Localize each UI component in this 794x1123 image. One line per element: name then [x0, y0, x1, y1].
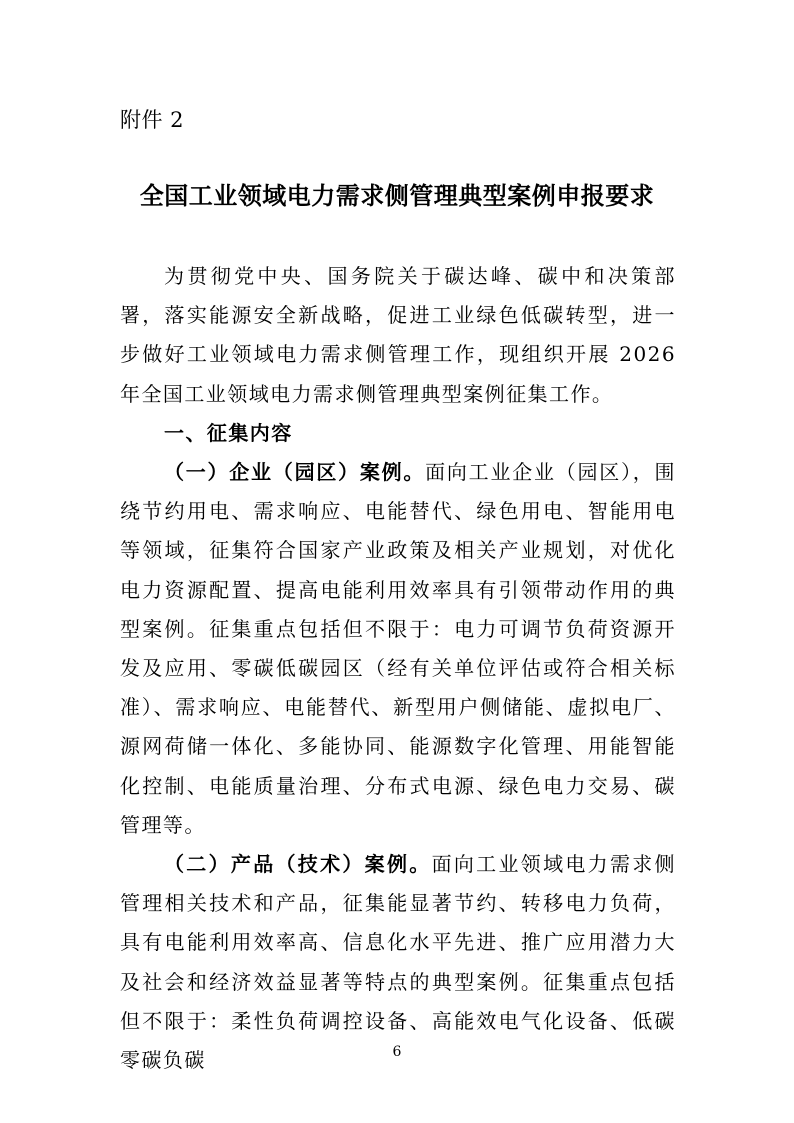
item-1-body: 面向工业企业（园区），围绕节约用电、需求响应、电能替代、绿色用电、智能用电等领域，征集符合国家产业政策及相关产业规划，对优化电力资源配置、提高电能利用效率具有引领带动作用的典型案例。征集重点包括但不限于：电力可调节负荷资源开发及应用、零碳低碳园区（经有关单位评估或符合相关标准）、需求响应、电能替代、新型用户侧储能、虚拟电厂、源网荷储一体化、多能协同、能源数字化管理、用能智能化控制、电能质量治理、分布式电源、绿色电力交易、碳管理等。 [120, 460, 676, 837]
page-title: 全国工业领域电力需求侧管理典型案例申报要求 [139, 181, 655, 210]
item-2-body: 面向工业领域电力需求侧管理相关技术和产品，征集能显著节约、转移电力负荷，具有电能利用效率高、信息化水平先进、推广应用潜力大及社会和经济效益显著等特点的典型案例。征集重点包括但不限于：柔性负荷调控设备、高能效电气化设备、低碳零碳负碳 [120, 852, 677, 1073]
item-1-heading: （一）企业（园区）案例。 [164, 460, 426, 485]
attachment-label: 附件 2 [120, 108, 185, 132]
page-number: 6 [392, 1044, 402, 1060]
item-2-heading: （二）产品（技术）案例。 [164, 852, 432, 877]
document-body [120, 257, 676, 1080]
section-heading-1: 一、征集内容 [164, 420, 293, 445]
item-1-paragraph [120, 453, 676, 845]
intro-paragraph: 为贯彻党中央、国务院关于碳达峰、碳中和决策部署，落实能源安全新战略，促进工业绿色低碳转型，进一步做好工业领域电力需求侧管理工作，现组织开展 2026 年全国工业领域电力需求侧管理典型案例征集工作。 [120, 264, 676, 406]
